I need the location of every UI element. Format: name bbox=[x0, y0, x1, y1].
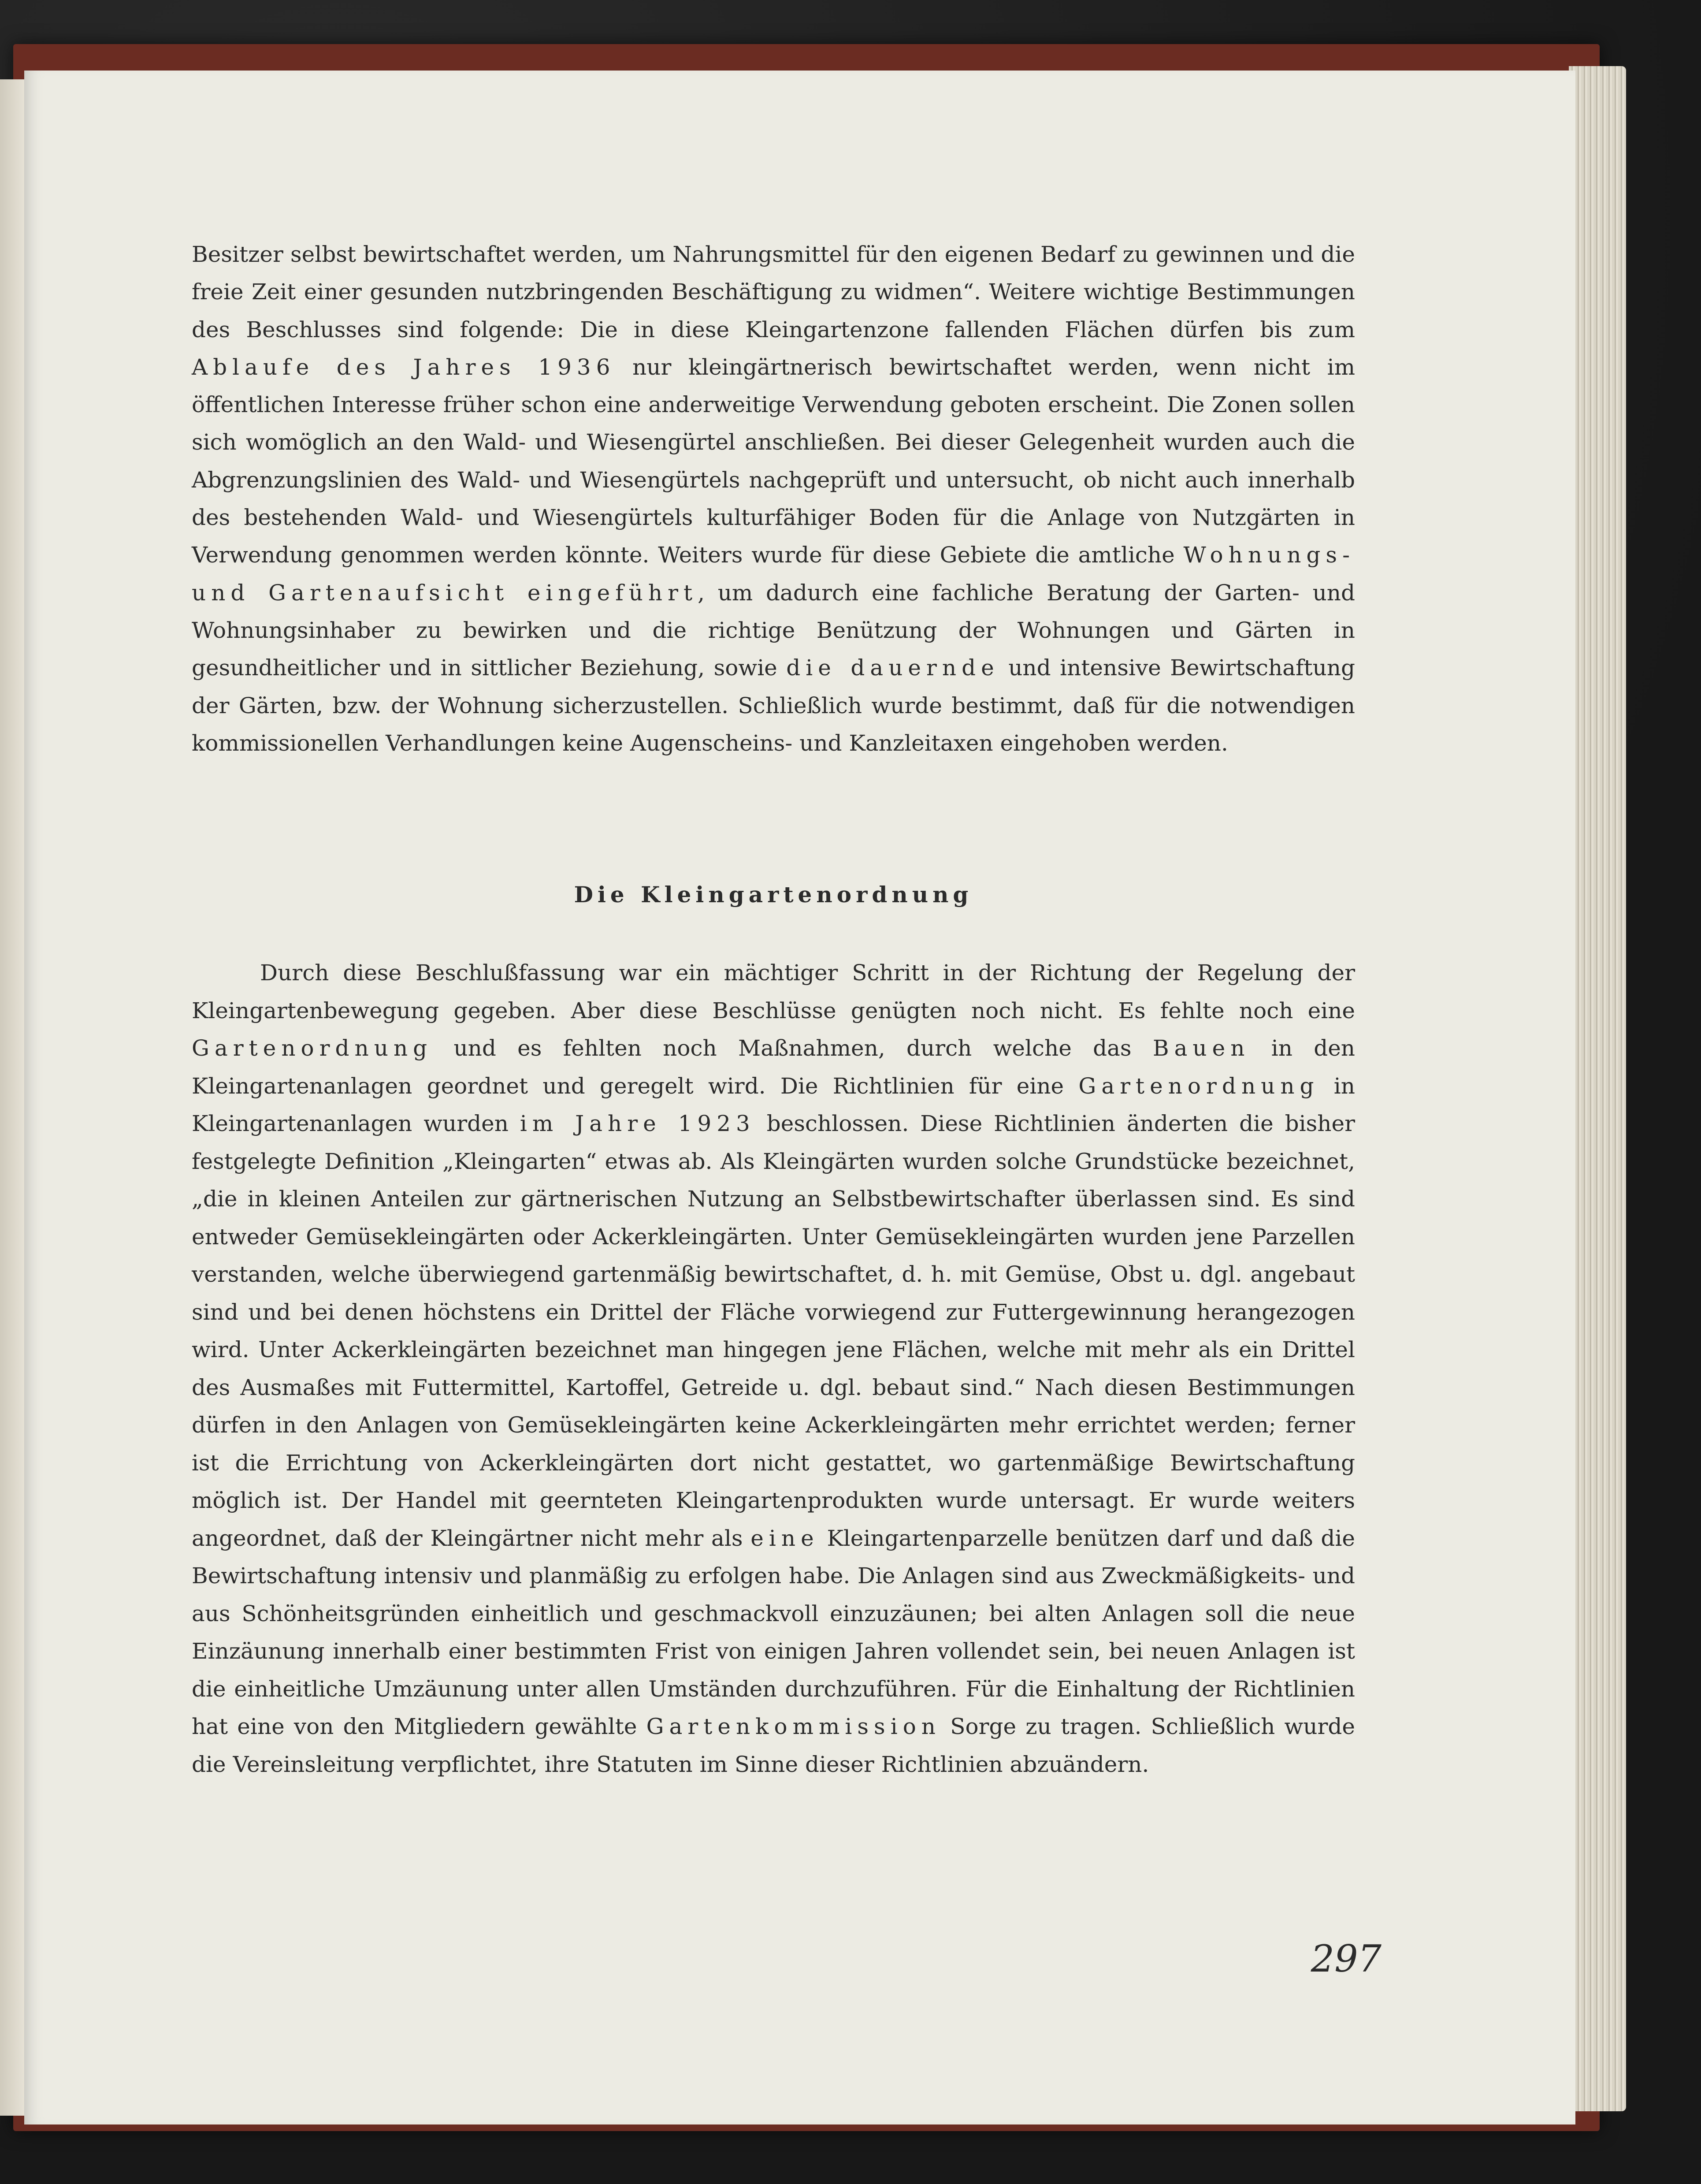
spaced-emphasis: Gartenordnung bbox=[192, 1035, 433, 1061]
facing-page-edge bbox=[0, 79, 26, 2116]
text-run: und es fehlten noch Maßnahmen, durch welche das bbox=[432, 1035, 1153, 1061]
book-page bbox=[24, 71, 1575, 2124]
text-run: , um dadurch eine fachliche Beratung der Garten- und Wohnungsinhaber zu bewirken und die richtige Benützung der Wohnungen und Gärten in gesundheitlicher und in sittlicher Beziehung, sowie bbox=[192, 580, 1355, 681]
spaced-emphasis: Gartenkommission bbox=[646, 1714, 941, 1739]
spaced-emphasis: im Jahre 1923 bbox=[520, 1111, 755, 1136]
text-run: in Kleingartenanlagen wurden bbox=[192, 1073, 1356, 1136]
text-run: in den Kleingartenanlagen geordnet und geregelt wird. Die Richtlinien für eine bbox=[192, 1035, 1355, 1099]
text-run: und intensive Bewirtschaftung der Gärten, bzw. der Wohnung sicherzustellen. Schließlich wurde bestimmt, daß für die notwendigen kommissionellen Verhandlungen keine Augenscheins- und Kanzleitaxen eingehoben werden. bbox=[192, 655, 1355, 756]
spaced-emphasis: Bauen bbox=[1152, 1035, 1250, 1061]
spaced-emphasis: die dauernde bbox=[786, 655, 999, 681]
spaced-emphasis: Gartenordnung bbox=[1078, 1073, 1319, 1099]
page-number: 297 bbox=[1311, 1937, 1382, 1980]
page-edges bbox=[1569, 66, 1626, 2111]
paragraph-1 bbox=[192, 236, 1355, 762]
paragraph-continued bbox=[192, 236, 1355, 762]
paragraph-block bbox=[192, 954, 1355, 1783]
text-run: Kleingartenparzelle benützen darf und daß die Bewirtschaftung intensiv und planmäßig zu erfolgen habe. Die Anlagen sind aus Zweckmäßigkeits- und aus Schönheitsgründen einheitlich und geschmackvoll einzuzäunen; bei alten Anlagen soll die neue Einzäunung innerhalb einer bestimmten Frist von einigen Jahren vollendet sein, bei neuen Anlagen ist die einheitliche Umzäunung unter allen Umständen durchzuführen. Für die Einhaltung der Richtlinien hat eine von den Mitgliedern gewählte bbox=[192, 1525, 1355, 1739]
spaced-emphasis: Ablaufe des Jahres 1936 bbox=[192, 354, 616, 380]
spaced-emphasis: Wohnungs- und Gartenaufsicht eingeführt bbox=[192, 542, 1355, 606]
text-run: nur kleingärtnerisch bewirtschaftet werden, wenn nicht im öffentlichen Interesse früher schon eine anderweitige Verwendung geboten erscheint. Die Zonen sollen sich womöglich an den Wald- und Wiesengürtel anschließen. Bei dieser Gelegenheit wurden auch die Abgrenzungslinien des Wald- und Wiesengürtels nachgeprüft und untersucht, ob nicht auch innerhalb des bestehenden Wald- und Wiesengürtels kulturfähiger Boden für die Anlage von Nutzgärten in Verwendung genommen werden könnte. Weiters wurde für diese Gebiete die amtliche bbox=[192, 354, 1355, 568]
spaced-emphasis: eine bbox=[750, 1525, 819, 1551]
text-run: Durch diese Beschlußfassung war ein mächtiger Schritt in der Richtung der Regelung der Kleingartenbewegung gegeben. Aber diese Beschlüsse genügten noch nicht. Es fehlte noch eine bbox=[192, 960, 1355, 1023]
text-run: Sorge zu tragen. Schließlich wurde die Vereinsleitung verpflichtet, ihre Statuten im Sinne dieser Richtlinien abzuändern. bbox=[192, 1714, 1355, 1777]
text-run: beschlossen. Diese Richtlinien änderten die bisher festgelegte Definition „Kleingarten“ etwas ab. Als Kleingärten wurden solche Grundstücke bezeichnet, „die in kleinen Anteilen zur gärtnerischen Nutzung an Selbstbewirtschafter überlassen sind. Es sind entweder Gemüsekleingärten oder Ackerkleingärten. Unter Gemüsekleingärten wurden jene Parzellen verstanden, welche überwiegend gartenmäßig bewirtschaftet, d. h. mit Gemüse, Obst u. dgl. angebaut sind und bei denen höchstens ein Drittel der Fläche vorwiegend zur Futtergewinnung herangezogen wird. Unter Ackerkleingärten bezeichnet man hingegen jene Flächen, welche mit mehr als ein Drittel des Ausmaßes mit Futtermittel, Kartoffel, Getreide u. dgl. bebaut sind.“ Nach diesen Bestimmungen dürfen in den Anlagen von Gemüsekleingärten keine Ackerkleingärten mehr errichtet werden; ferner ist die Errichtung von Ackerkleingärten dort nicht gestattet, wo gartenmäßige Bewirtschaftung möglich ist. Der Handel mit geernteten Kleingartenprodukten wurde untersagt. Er wurde weiters angeordnet, daß der Kleingärtner nicht mehr als bbox=[192, 1111, 1356, 1551]
paragraph-2 bbox=[192, 954, 1355, 1783]
section-heading: Die Kleingartenordnung bbox=[574, 882, 973, 908]
text-run: Besitzer selbst bewirtschaftet werden, um Nahrungsmittel für den eigenen Bedarf zu gewinnen und die freie Zeit einer gesunden nutzbringenden Beschäftigung zu widmen“. Weitere wichtige Bestimmungen des Beschlusses sind folgende: Die in diese Kleingartenzone fallenden Flächen dürfen bis zum bbox=[192, 242, 1355, 342]
